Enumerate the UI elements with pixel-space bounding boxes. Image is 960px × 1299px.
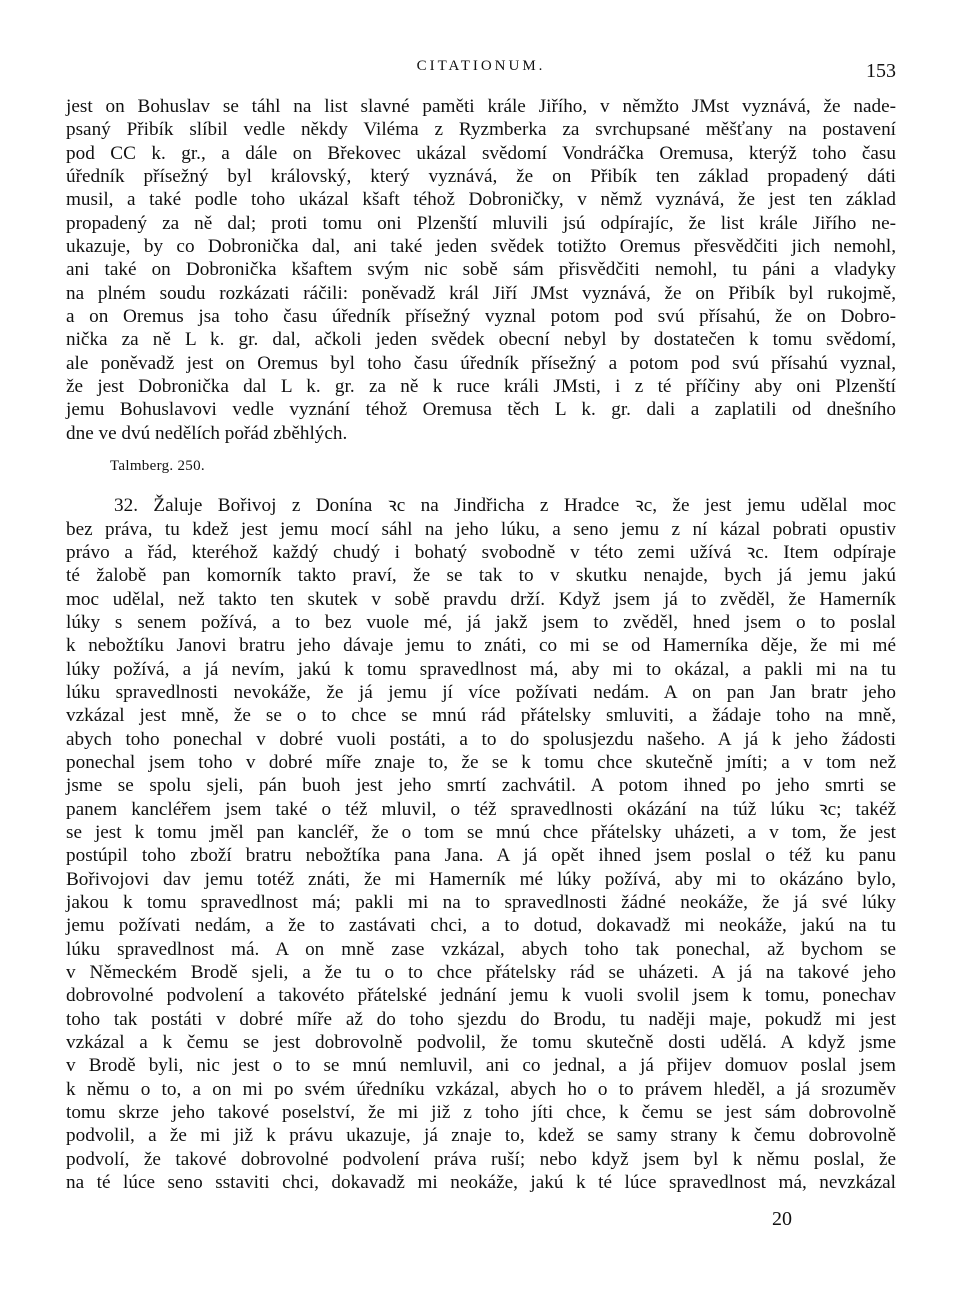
text-line: lúku spravedlnosti nevokáže, že já jemu jí více požívati nedám. A on pan Jan bratr jeho bbox=[66, 681, 896, 703]
signature-mark: 20 bbox=[772, 1208, 792, 1230]
text-line: jsme se spolu sjeli, pán buoh jest jeho smrtí zachvátil. A potom ihned po jeho smrti se bbox=[66, 775, 896, 797]
text-line: lúky s senem požívá, a to bez vuole mé, já jakž jsem to zvěděl, hned jsem o to poslal bbox=[66, 611, 896, 633]
text-line: jemu požívati nedám, a že to zastávati chci, a to dotud, dokavadž mi neokáže, jakú na tu bbox=[66, 915, 896, 937]
text-line: na té lúce seno sstaviti chci, dokavadž mi neokáže, jakú k té lúce spravedlnost má, nevzkázal bbox=[66, 1172, 896, 1194]
text-line: na plném soudu rozkázati ráčili: poněvadž král Jiří JMst vyznává, že on Přibík byl rukojmě, bbox=[66, 282, 896, 304]
text-line: vzkázal a k čemu se jest dobrovolně podvolil, že tomu skutečně dosti udělá. A když jsme bbox=[66, 1032, 896, 1054]
text-line: lúku spravedlnost má. A on mně zase vzkázal, abych toho tak ponechal, až bychom se bbox=[66, 938, 896, 960]
text-line: jakou k tomu spravedlnost má; pakli mi na to spravedlnosti žádné neokáže, že já své lúky bbox=[66, 892, 896, 913]
text-line: moc udělal, než takto ten skutek v sobě pravdu drží. Když jsem já to zvěděl, že Hamerník bbox=[66, 588, 896, 610]
text-line: v Brodě byli, nic jest o to se mnú nemluvil, ani co jednal, a já přijev domuov poslal jsem bbox=[66, 1055, 896, 1077]
text-line: se jest k tomu jměl pan kancléř, že o tom se mnú chce přátelsky uházeti, a v tom, že jest bbox=[66, 821, 896, 843]
paragraph-1 bbox=[66, 95, 896, 445]
text-line: propadený za ně dal; proti tomu oni Plzenští mluvili jsú odpírajíc, že list krále Jiřího ne- bbox=[66, 212, 896, 234]
text-line: lúky požívá, a já nevím, jakú k tomu spravedlnost má, aby mi to okázal, a pakli mi na tu bbox=[66, 658, 896, 680]
text-line: pod CC k. gr., a dále on Břekovec ukázal svědomí Vondráčka Oremusa, kterýž toho času bbox=[66, 142, 896, 164]
text-line: a on Oremus jsa toho času úředník přísežný vyznal potom pod svú přísahú, že on Dobro- bbox=[66, 306, 896, 328]
text-line: ukazuje, by co Dobronička dal, ani také jeden svědek totižto Oremus přesvědčiti jich nemohl, bbox=[66, 236, 896, 258]
text-line: musil, a také podle toho ukázal kšaft téhož Dobroničky, v němž vyznává, že jest ten základ bbox=[66, 189, 896, 211]
text-line: ponechal jsem toho v dobré míře znaje to, že se k tomu chce skutečně jmíti; a v tom než bbox=[66, 751, 896, 773]
text-line: že jest Dobronička dal L k. gr. za ně k ruce králi JMsti, i z té příčiny aby oni Plzenští bbox=[66, 376, 896, 398]
text-line: dne ve dvú nedělích pořád zběhlých. bbox=[66, 422, 348, 444]
text-line: abych toho ponechal v dobré vuoli postáti, a to do spolusjezdu našeho. A já k jeho žádosti bbox=[66, 728, 896, 750]
text-line: právo a řád, kteréhož každý chudý i bohatý svobodně v této zemi užívá ꝛc. Item odpíraje bbox=[66, 541, 896, 563]
text-line: toho tak postáti v dobré míře až do toho sjezdu do Brodu, tu naději maje, pokudž mi jest bbox=[66, 1008, 896, 1030]
text-line: Bořivojovi dav jemu totéž znáti, že mi Hamerník mé lúky požívá, aby mi to okázáno bylo, bbox=[66, 868, 896, 890]
paragraph-2 bbox=[66, 494, 896, 1194]
text-block bbox=[66, 95, 896, 1194]
text-line: ani také on Dobronička kšaftem svým nic sobě sám přisvědčiti nemohl, tu páni a vladyky bbox=[66, 259, 896, 281]
text-line: jest on Bohuslav se táhl na list slavné paměti krále Jiřího, v němžto JMst vyznává, že nade- bbox=[66, 96, 896, 117]
text-line: k nebožtíku Janovi bratru jeho dávaje jemu to znáti, co mi se od Hamerníka děje, že mi mé bbox=[66, 635, 896, 657]
text-line: vzkázal jest mně, že se o to chce se mnú rád přátelsky smluviti, a žádaje toho na mně, bbox=[66, 705, 896, 727]
page-number: 153 bbox=[866, 60, 896, 82]
text-line: panem kancléřem jsem také o též mluvil, o též spravedlnosti okázání na túž lúku ꝛc; takéž bbox=[66, 798, 896, 820]
text-line: dobrovolné podvolení a takovéto přátelské jednání jemu k vuoli svolil jsem k tomu, ponechav bbox=[66, 985, 896, 1007]
text-line: té žalobě pan komorník takto praví, že se tak to v skutku nenajde, bych já jemu jakú bbox=[66, 565, 896, 587]
text-line: nička za ně L k. gr. dal, ačkoli jeden svědek obecní nebyl by dostatečen k tomu svědomí, bbox=[66, 329, 896, 351]
book-page bbox=[66, 0, 896, 1299]
text-line: jemu Bohuslavovi vedle vyznání téhož Oremusa těch L k. gr. dali a zaplatili od dnešního bbox=[66, 399, 896, 421]
text-line: podvolí, že takové dobrovolné podvolení práva ruší; nebo když jsem byl k němu poslal, že bbox=[66, 1148, 896, 1170]
text-line: 32. Žaluje Bořivoj z Donína ꝛc na Jindřicha z Hradce ꝛc, že jest jemu udělal moc bbox=[114, 495, 896, 517]
running-title: CITATIONUM. bbox=[416, 58, 546, 74]
text-line: ale poněvadž jest on Oremus byl toho času úředník přísežný a potom pod svú přísahú vyznal, bbox=[66, 352, 896, 374]
text-line: tomu skrze jeho takové poselství, že mi již z toho jíti chce, k čemu se jest sám dobrovolně bbox=[66, 1102, 896, 1124]
text-line: psaný Přibík slíbil vedle někdy Viléma z Ryzmberka za svrchupsané měšťany na postavení bbox=[66, 119, 896, 141]
running-head bbox=[66, 58, 896, 88]
text-line: k němu o to, a on mi po svém úředníku vzkázal, abych ho o to právem hleděl, a já srozuměv bbox=[66, 1078, 896, 1100]
source-reference: Talmberg. 250. bbox=[110, 458, 205, 475]
text-line: podvolil, a že mi již k právu ukazuje, já znaje to, kdež se samy strany k čemu dobrovolně bbox=[66, 1125, 896, 1147]
text-line: postúpil toho zboží bratru nebožtíka pana Jana. A já opět ihned jsem poslal o též ku panu bbox=[66, 845, 896, 867]
text-line: úředník přísežný byl královský, který vyznává, že on Přibík ten základ propadený dáti bbox=[66, 166, 896, 188]
text-line: bez práva, tu kdež jest jemu mocí sáhl na jeho lúku, a seno jemu z ní kázal pobrati opustiv bbox=[66, 518, 896, 540]
text-line: v Německém Brodě sjeli, a že tu o to chce přátelsky rád se uházeti. A já na takové jeho bbox=[66, 962, 896, 984]
paragraph-spacer bbox=[66, 481, 896, 494]
